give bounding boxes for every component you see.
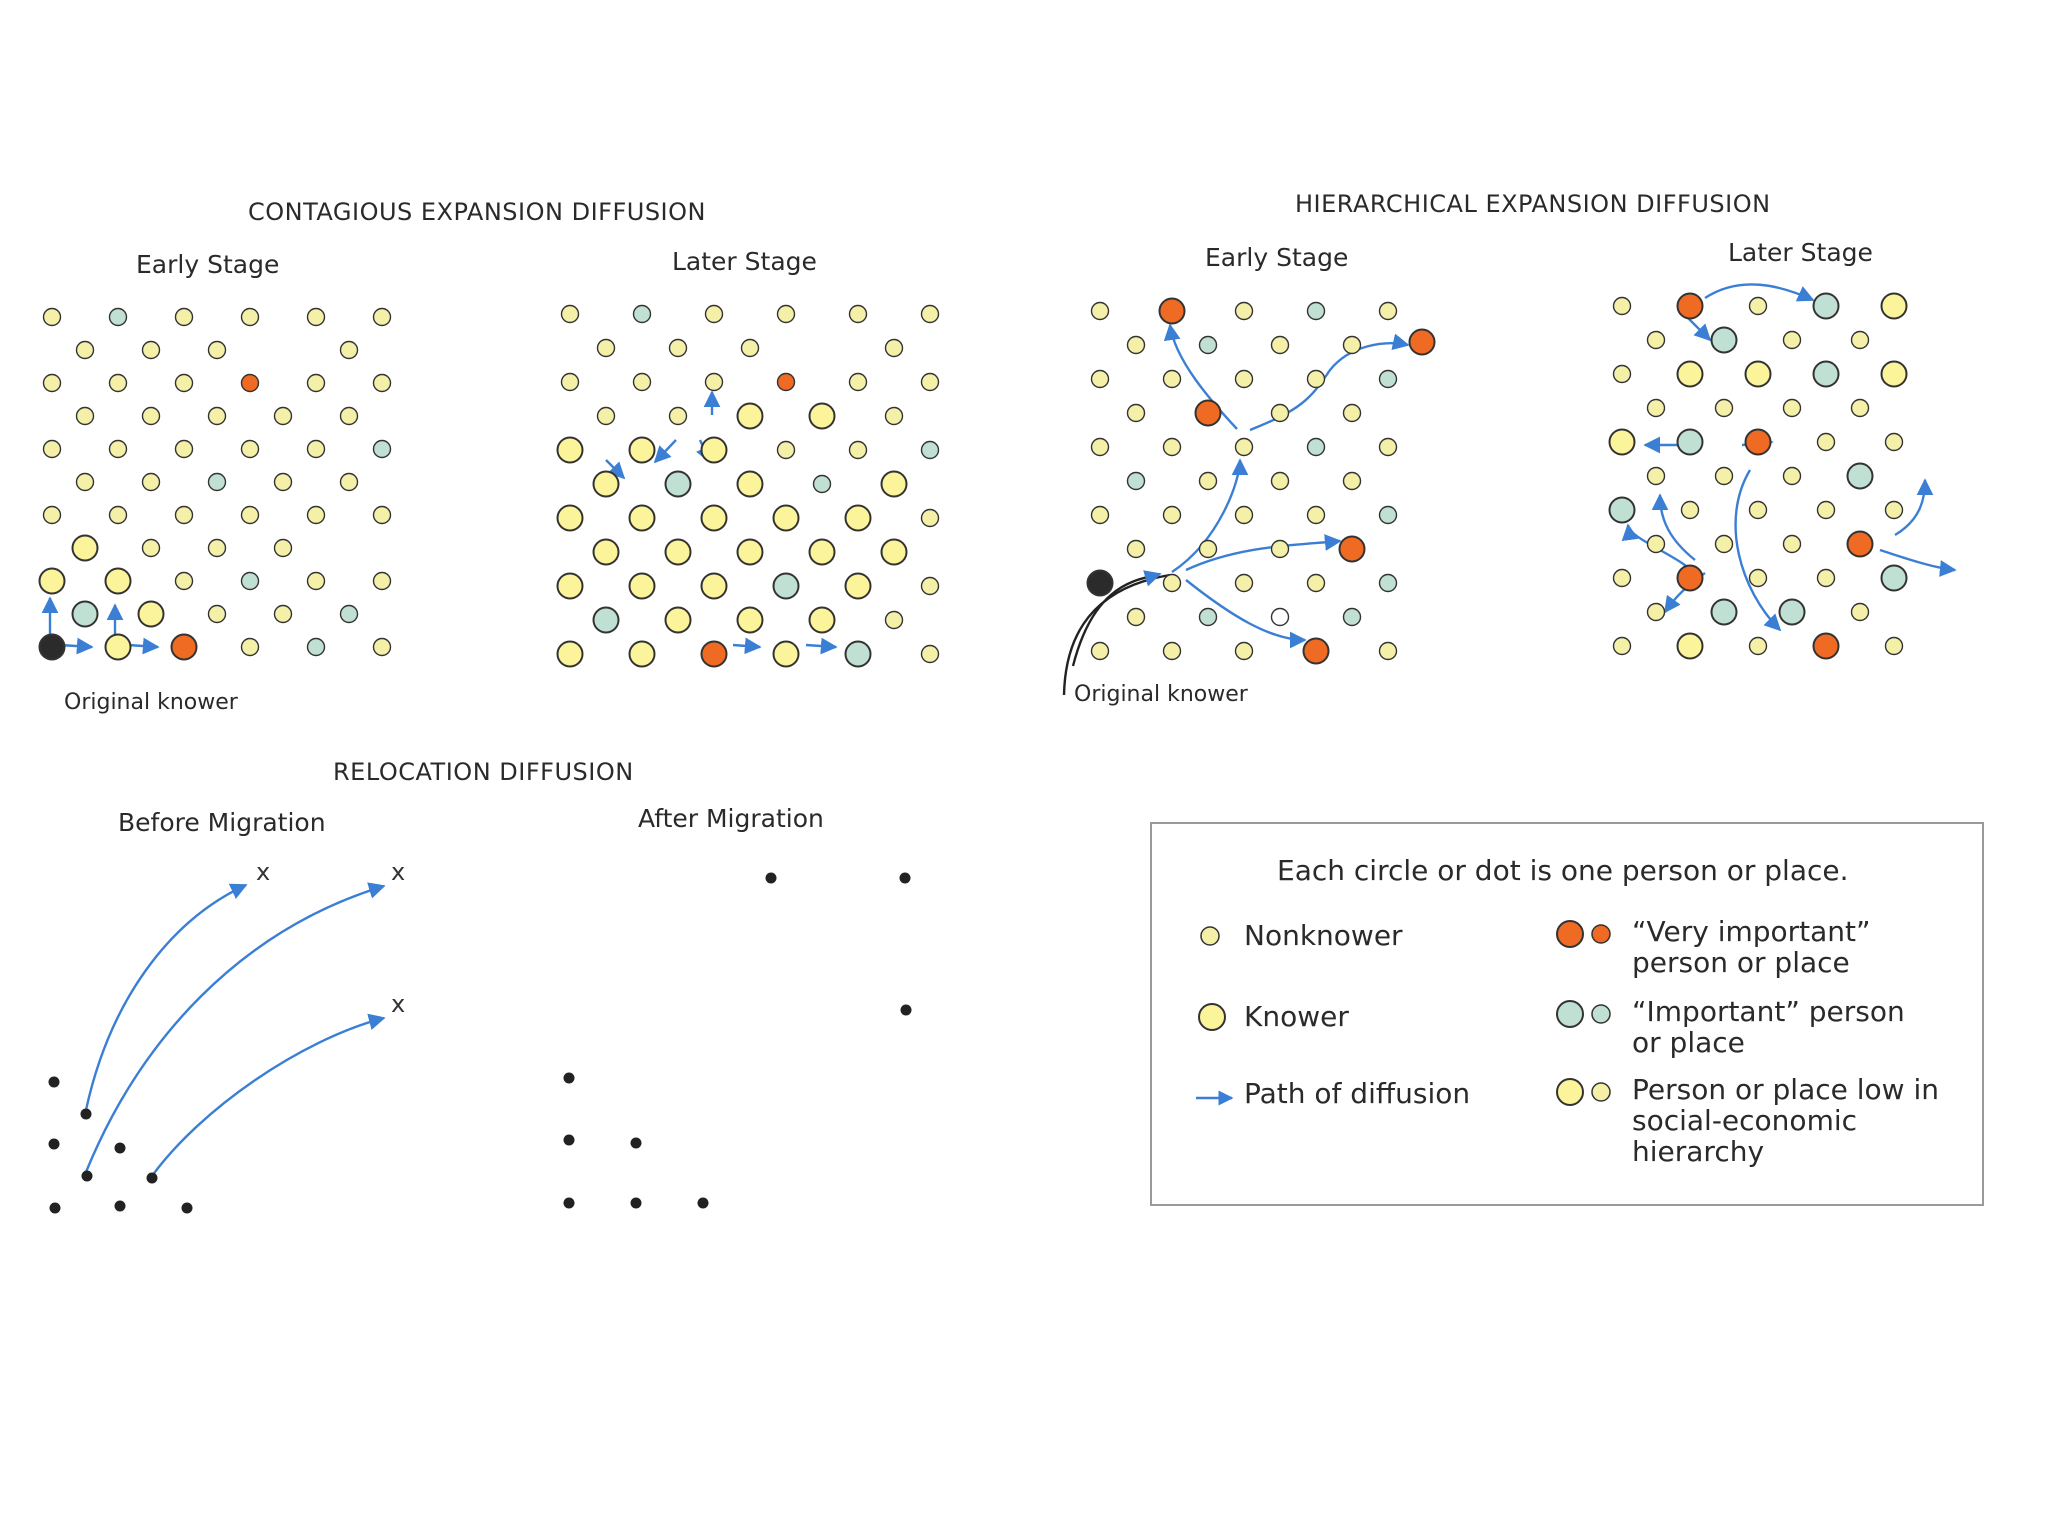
diffusion-path-arrow [152, 1018, 384, 1176]
very-important-large-icon [1557, 921, 1583, 947]
population-point [49, 1077, 60, 1088]
very-important-dot [1746, 430, 1771, 455]
population-point [147, 1173, 158, 1184]
important-dot [1848, 464, 1873, 489]
knower-dot [702, 506, 727, 531]
knower-dot [882, 540, 907, 565]
knower-dot [558, 642, 583, 667]
important-dot [666, 472, 691, 497]
knower-dot [630, 506, 655, 531]
nonknower-dot [922, 578, 939, 595]
nonknower-dot [308, 441, 325, 458]
population-point [631, 1138, 642, 1149]
nonknower-dot [110, 375, 127, 392]
nonknower-dot [1308, 371, 1325, 388]
nonknower-dot [1818, 502, 1835, 519]
empty-dot [1272, 609, 1289, 626]
important-dot [1678, 430, 1703, 455]
nonknower-dot [1236, 507, 1253, 524]
knower-dot [106, 635, 131, 660]
nonknower-dot [1818, 434, 1835, 451]
nonknower-dot [143, 474, 160, 491]
nonknower-dot [143, 342, 160, 359]
nonknower-dot [850, 306, 867, 323]
nonknower-dot [1128, 609, 1145, 626]
nonknower-dot [886, 612, 903, 629]
important-dot [1380, 371, 1397, 388]
important-dot [1882, 566, 1907, 591]
nonknower-dot [275, 474, 292, 491]
nonknower-dot [1784, 332, 1801, 349]
nonknower-dot [598, 408, 615, 425]
important-dot [1128, 473, 1145, 490]
legend-important-label: “Important” person or place [1632, 995, 1905, 1059]
knower-dot [738, 540, 763, 565]
nonknower-dot [1308, 507, 1325, 524]
nonknower-dot [1750, 570, 1767, 587]
nonknower-dot [1648, 332, 1665, 349]
important-dot [110, 309, 127, 326]
nonknower-dot [110, 441, 127, 458]
destination-mark: x [391, 990, 406, 1018]
nonknower-dot [1614, 570, 1631, 587]
hierarchical-early-label: Early Stage [1205, 243, 1349, 272]
very-important-dot [1410, 330, 1435, 355]
important-dot [594, 608, 619, 633]
very-important-dot [1814, 634, 1839, 659]
nonknower-dot [275, 540, 292, 557]
nonknower-dot [209, 408, 226, 425]
knower-dot [1610, 430, 1635, 455]
nonknower-dot [1614, 366, 1631, 383]
hierarchical-original-knower-label: Original knower [1074, 682, 1248, 707]
nonknower-dot [598, 340, 615, 357]
very-important-dot [1160, 299, 1185, 324]
nonknower-dot [1750, 298, 1767, 315]
contagious-early-label: Early Stage [136, 250, 280, 279]
diffusion-path-arrow [1064, 575, 1170, 695]
important-dot [1200, 337, 1217, 354]
nonknower-dot [1380, 303, 1397, 320]
legend-title: Each circle or dot is one person or place. [1277, 854, 1849, 887]
nonknower-dot [341, 342, 358, 359]
nonknower-dot [706, 306, 723, 323]
nonknower-dot [176, 573, 193, 590]
nonknower-dot [374, 573, 391, 590]
original-knower-dot [40, 635, 65, 660]
nonknower-dot [1648, 468, 1665, 485]
important-dot [1712, 328, 1737, 353]
knower-dot [558, 506, 583, 531]
nonknower-dot [1344, 337, 1361, 354]
population-point [115, 1143, 126, 1154]
important-dot [1780, 600, 1805, 625]
important-dot [1380, 575, 1397, 592]
knower-dot [558, 438, 583, 463]
nonknower-dot [77, 474, 94, 491]
knower-dot [40, 569, 65, 594]
nonknower-dot [1784, 536, 1801, 553]
contagious-title: CONTAGIOUS EXPANSION DIFFUSION [248, 198, 706, 226]
knower-dot [882, 472, 907, 497]
population-point [564, 1198, 575, 1209]
low-hierarchy-small-icon [1592, 1083, 1610, 1101]
nonknower-dot [44, 441, 61, 458]
nonknower-dot [1648, 604, 1665, 621]
nonknower-dot [1750, 502, 1767, 519]
important-dot [1610, 498, 1635, 523]
knower-dot [738, 608, 763, 633]
nonknower-dot [1852, 332, 1869, 349]
nonknower-dot [1128, 405, 1145, 422]
nonknower-dot [1852, 400, 1869, 417]
nonknower-dot [1236, 575, 1253, 592]
very-important-dot [1304, 639, 1329, 664]
knower-dot [1882, 362, 1907, 387]
legend-knower-label: Knower [1244, 1000, 1349, 1033]
nonknower-dot [922, 646, 939, 663]
nonknower-symbol-icon [1201, 927, 1219, 945]
nonknower-dot [209, 342, 226, 359]
nonknower-dot [1682, 502, 1699, 519]
nonknower-dot [1380, 439, 1397, 456]
population-point [82, 1171, 93, 1182]
knower-dot [1678, 362, 1703, 387]
destination-mark: x [391, 858, 406, 886]
nonknower-dot [1308, 575, 1325, 592]
knower-dot [73, 536, 98, 561]
population-point [49, 1139, 60, 1150]
very-important-dot [778, 374, 795, 391]
nonknower-dot [886, 408, 903, 425]
important-dot [634, 306, 651, 323]
nonknower-dot [1164, 575, 1181, 592]
knower-dot [738, 404, 763, 429]
nonknower-dot [275, 408, 292, 425]
knower-dot [630, 574, 655, 599]
nonknower-dot [1092, 643, 1109, 660]
important-dot [1814, 362, 1839, 387]
diffusion-path-arrow [128, 645, 158, 647]
nonknower-dot [1128, 541, 1145, 558]
knower-dot [810, 608, 835, 633]
nonknower-dot [1236, 371, 1253, 388]
nonknower-dot [242, 639, 259, 656]
nonknower-dot [77, 408, 94, 425]
nonknower-dot [308, 309, 325, 326]
nonknower-dot [1614, 638, 1631, 655]
low-hierarchy-large-icon [1557, 1079, 1583, 1105]
hierarchical-later-label: Later Stage [1728, 238, 1873, 267]
knower-dot [1882, 294, 1907, 319]
nonknower-dot [44, 375, 61, 392]
nonknower-dot [1886, 434, 1903, 451]
important-dot [1380, 507, 1397, 524]
nonknower-dot [670, 408, 687, 425]
diffusion-path-arrow [733, 645, 760, 647]
nonknower-dot [1648, 400, 1665, 417]
nonknower-dot [922, 374, 939, 391]
very-important-dot [242, 375, 259, 392]
knower-dot [139, 602, 164, 627]
knower-dot [702, 574, 727, 599]
knower-dot [594, 472, 619, 497]
important-small-icon [1592, 1005, 1610, 1023]
important-dot [1308, 303, 1325, 320]
legend-low-hierarchy-label: Person or place low in social-economic hierarchy [1632, 1073, 1940, 1168]
nonknower-dot [1716, 400, 1733, 417]
nonknower-dot [1750, 638, 1767, 655]
population-point [115, 1201, 126, 1212]
very-important-dot [702, 642, 727, 667]
nonknower-dot [209, 606, 226, 623]
knower-dot [1678, 634, 1703, 659]
nonknower-dot [143, 540, 160, 557]
nonknower-dot [1886, 638, 1903, 655]
nonknower-dot [1648, 536, 1665, 553]
nonknower-dot [1272, 473, 1289, 490]
very-important-dot [1678, 294, 1703, 319]
nonknower-dot [1092, 507, 1109, 524]
nonknower-dot [1236, 439, 1253, 456]
important-dot [922, 442, 939, 459]
knower-dot [738, 472, 763, 497]
nonknower-dot [143, 408, 160, 425]
nonknower-dot [1164, 371, 1181, 388]
knower-dot [846, 574, 871, 599]
important-dot [341, 606, 358, 623]
knower-dot [702, 438, 727, 463]
important-dot [73, 602, 98, 627]
nonknower-dot [1092, 303, 1109, 320]
population-point [900, 873, 911, 884]
nonknower-dot [1128, 337, 1145, 354]
nonknower-dot [1784, 468, 1801, 485]
nonknower-dot [275, 606, 292, 623]
diffusion-path-arrow [86, 886, 384, 1172]
knower-dot [106, 569, 131, 594]
contagious-original-knower-label: Original knower [64, 690, 238, 715]
nonknower-dot [670, 340, 687, 357]
important-dot [374, 441, 391, 458]
nonknower-dot [922, 306, 939, 323]
nonknower-dot [341, 474, 358, 491]
relocation-title: RELOCATION DIFFUSION [333, 758, 634, 786]
population-point [564, 1073, 575, 1084]
original-knower-dot [1088, 571, 1113, 596]
knower-dot [810, 540, 835, 565]
very-important-dot [1848, 532, 1873, 557]
nonknower-dot [1092, 371, 1109, 388]
nonknower-dot [922, 510, 939, 527]
nonknower-dot [1200, 541, 1217, 558]
nonknower-dot [1344, 473, 1361, 490]
nonknower-dot [1614, 298, 1631, 315]
relocation-after-label: After Migration [638, 804, 824, 833]
nonknower-dot [110, 507, 127, 524]
nonknower-dot [778, 306, 795, 323]
nonknower-dot [242, 309, 259, 326]
nonknower-dot [1380, 643, 1397, 660]
diffusion-path-arrow [806, 645, 836, 647]
knower-dot [630, 642, 655, 667]
nonknower-dot [1344, 405, 1361, 422]
nonknower-dot [1272, 405, 1289, 422]
nonknower-dot [886, 340, 903, 357]
nonknower-dot [1164, 507, 1181, 524]
very-important-dot [1340, 537, 1365, 562]
nonknower-dot [44, 309, 61, 326]
population-point [50, 1203, 61, 1214]
knower-dot [774, 506, 799, 531]
important-dot [209, 474, 226, 491]
nonknower-dot [308, 507, 325, 524]
legend-very-important-label: “Very important” person or place [1632, 915, 1871, 979]
important-dot [846, 642, 871, 667]
nonknower-dot [850, 374, 867, 391]
population-point [182, 1203, 193, 1214]
knower-dot [810, 404, 835, 429]
knower-dot [1746, 362, 1771, 387]
knower-dot [774, 642, 799, 667]
nonknower-dot [44, 507, 61, 524]
nonknower-dot [1716, 468, 1733, 485]
nonknower-dot [341, 408, 358, 425]
legend-path-label: Path of diffusion [1244, 1077, 1471, 1110]
nonknower-dot [562, 306, 579, 323]
nonknower-dot [176, 375, 193, 392]
nonknower-dot [176, 507, 193, 524]
nonknower-dot [1236, 643, 1253, 660]
population-point [564, 1135, 575, 1146]
diffusion-path-arrow [1688, 318, 1710, 340]
nonknower-dot [634, 374, 651, 391]
nonknower-dot [1236, 303, 1253, 320]
nonknower-dot [242, 441, 259, 458]
important-dot [1308, 439, 1325, 456]
nonknower-dot [209, 540, 226, 557]
diffusion-path-arrow [1736, 470, 1780, 630]
population-point [698, 1198, 709, 1209]
nonknower-dot [850, 442, 867, 459]
knower-dot [846, 506, 871, 531]
nonknower-dot [742, 340, 759, 357]
important-dot [242, 573, 259, 590]
legend-nonknower-label: Nonknower [1244, 919, 1403, 952]
population-point [631, 1198, 642, 1209]
population-point [766, 873, 777, 884]
nonknower-dot [374, 507, 391, 524]
knower-dot [558, 574, 583, 599]
nonknower-dot [1716, 536, 1733, 553]
diffusion-path-arrow [655, 440, 676, 462]
knower-dot [666, 540, 691, 565]
nonknower-dot [778, 442, 795, 459]
important-dot [774, 574, 799, 599]
destination-mark: x [256, 858, 271, 886]
nonknower-dot [1852, 604, 1869, 621]
population-point [81, 1109, 92, 1120]
nonknower-dot [308, 573, 325, 590]
nonknower-dot [1272, 337, 1289, 354]
knower-dot [630, 438, 655, 463]
very-important-small-icon [1592, 925, 1610, 943]
important-dot [1200, 609, 1217, 626]
population-point [901, 1005, 912, 1016]
nonknower-dot [706, 374, 723, 391]
nonknower-dot [1886, 502, 1903, 519]
nonknower-dot [242, 507, 259, 524]
nonknower-dot [374, 309, 391, 326]
contagious-later-label: Later Stage [672, 247, 817, 276]
knower-dot [666, 608, 691, 633]
knower-dot [594, 540, 619, 565]
nonknower-dot [308, 375, 325, 392]
important-dot [1712, 600, 1737, 625]
important-dot [308, 639, 325, 656]
nonknower-dot [1200, 473, 1217, 490]
nonknower-dot [1164, 439, 1181, 456]
nonknower-dot [176, 441, 193, 458]
nonknower-dot [1272, 541, 1289, 558]
very-important-dot [172, 635, 197, 660]
nonknower-dot [1818, 570, 1835, 587]
nonknower-dot [77, 342, 94, 359]
diffusion-path-arrow [86, 885, 246, 1110]
very-important-dot [1678, 566, 1703, 591]
important-dot [814, 476, 831, 493]
nonknower-dot [1092, 439, 1109, 456]
nonknower-dot [1784, 400, 1801, 417]
relocation-before-label: Before Migration [118, 808, 326, 837]
nonknower-dot [1164, 643, 1181, 660]
very-important-dot [1196, 401, 1221, 426]
legend-box [1150, 822, 1984, 1206]
nonknower-dot [374, 639, 391, 656]
nonknower-dot [374, 375, 391, 392]
important-large-icon [1557, 1001, 1583, 1027]
important-dot [1814, 294, 1839, 319]
nonknower-dot [176, 309, 193, 326]
important-dot [1344, 609, 1361, 626]
knower-symbol-icon [1199, 1004, 1225, 1030]
nonknower-dot [562, 374, 579, 391]
hierarchical-title: HIERARCHICAL EXPANSION DIFFUSION [1295, 190, 1771, 218]
